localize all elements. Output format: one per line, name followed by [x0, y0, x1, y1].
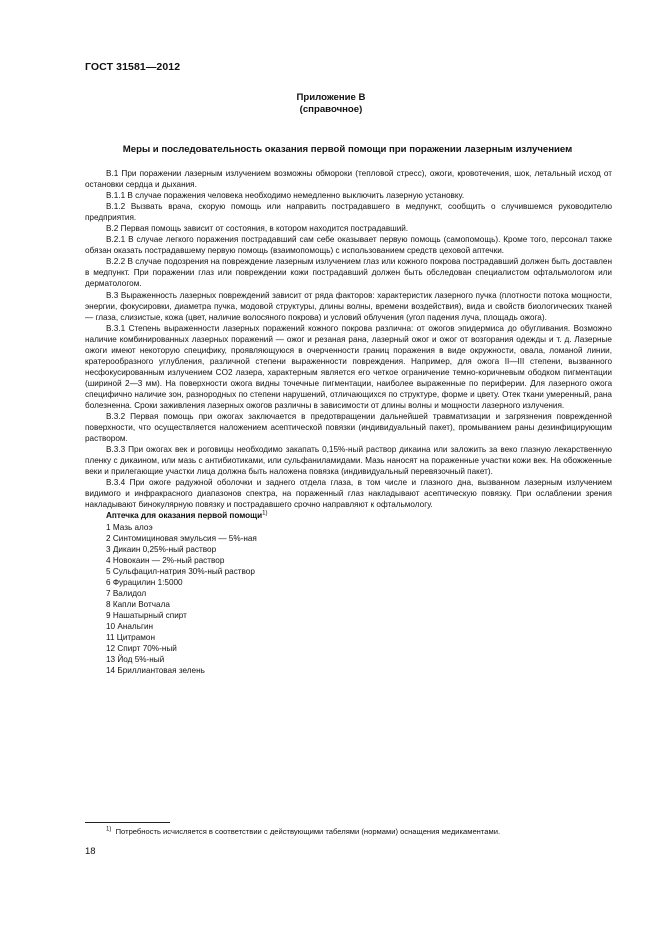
appendix-label: Приложение В	[296, 92, 366, 103]
list-item: 6 Фурацилин 1:5000	[106, 577, 183, 587]
kit-title	[85, 510, 612, 521]
appendix-heading	[85, 92, 577, 116]
paragraph: В.2 Первая помощь зависит от состояния, в котором находится пострадавший.	[106, 224, 409, 234]
list-item: 1 Мазь алоэ	[106, 522, 153, 532]
kit-title-text: Аптечка для оказания первой помощи	[106, 511, 263, 521]
paragraph: В.3.1 Степень выраженности лазерных поражений кожного покрова различна: от ожогов эпидермиса до обугливания. Возможно наличие комбинированных лазерных поражений — ожог и резаная рана, лазерный ожог и ожог от возгорания одежды и т. д. Лазерные ожоги имеют некоторую специфику, проявляющуюся в очерченности границ поражения в виде окружности, овала, ломаной линии, кратерообразного углубления, различной степени выраженности повреждения. Например, для ожога II—III степени, вызванного несфокусированным излучением CO2 лазера, характерным является его четкое ограничение темно-коричневым ободком пигментации (шириной 2—3 мм). На поверхности ожога видны точечные пигментации, наиболее выраженные по периферии. Для лазерного ожога специфично наличие зон, разнородных по степени нарушений, отличающихся по структуре, форме и цвету. Отек ткани умеренный, рана болезненна. Сроки заживления лазерных ожогов различны в зависимости от длины волны и мощности лазерного излучения.	[85, 323, 612, 410]
list-item: 8 Капли Вотчала	[106, 599, 170, 609]
list-item: 9 Нашатырный спирт	[106, 610, 187, 620]
list-item: 4 Новокаин — 2%-ный раствор	[106, 555, 225, 565]
footnote-mark: 1)	[106, 826, 112, 833]
list-item: 13 Йод 5%-ный	[106, 655, 165, 665]
paragraph: В.3.3 При ожогах век и роговицы необходимо закапать 0,15%-ный раствор дикаина или заложить за веко глазную лекарственную пленку с дикаином, или мазь с антибиотиками, или сульфаниламидами. Мазь наносят на пораженные участки кожи век. На обожженные веки и прилегающие участки лица должна быть наложена повязка (индивидуальный перевязочный пакет).	[85, 445, 612, 477]
list-item: 3 Дикаин 0,25%-ный раствор	[106, 544, 217, 554]
list-item: 7 Валидол	[106, 588, 147, 598]
footnote-ref: 1)	[262, 510, 268, 517]
list-item: 14 Бриллиантовая зелень	[106, 666, 205, 676]
body-text	[85, 168, 612, 676]
standard-header: ГОСТ 31581—2012	[85, 61, 181, 73]
page-number: 18	[85, 846, 96, 857]
appendix-status: (справочное)	[299, 104, 363, 115]
list-item: 5 Сульфацил-натрия 30%-ный раствор	[106, 566, 255, 576]
paragraph: В.3.2 Первая помощь при ожогах заключается в предотвращении дальнейшей травматизации и загрязнения поврежденной поверхности, что осуществляется наложением асептической повязки (индивидуальный пакет), промыванием раны дезинфицирующим раствором.	[85, 412, 612, 444]
list-item: 10 Анальгин	[106, 621, 154, 631]
kit-list	[85, 522, 612, 677]
paragraph: В.2.1 В случае легкого поражения пострадавший сам себе оказывает первую помощь (самопомощь). Кроме того, персонал также обязан оказать пострадавшему первую помощь (взаимопомощь) с использованием средств цеховой аптечки.	[85, 235, 612, 256]
section-title: Меры и последовательность оказания первой помощи при поражении лазерным излучением	[122, 144, 573, 155]
list-item: 12 Спирт 70%-ный	[106, 644, 177, 654]
paragraph: В.3.4 При ожоге радужной оболочки и заднего отдела глаза, в том числе и глазного дна, вызванном лазерным излучением видимого и инфракрасного диапазонов спектра, на пораженный глаз накладывают асептическую повязку. При ослаблении зрения накладывают бинокулярную повязку и пострадавшего срочно направляют к офтальмологу.	[85, 478, 612, 510]
paragraph: В.1 При поражении лазерным излучением возможны обмороки (тепловой стресс), ожоги, кровотечения, шок, летальный исход от остановки сердца и дыхания.	[85, 169, 612, 190]
list-item: 11 Цитрамон	[106, 632, 155, 642]
list-item: 2 Синтомициновая эмульсия — 5%-ная	[106, 533, 257, 543]
footnote-text: Потребность исчисляется в соответствии с действующими табелями (нормами) оснащения медикаментами.	[115, 827, 501, 836]
paragraph: В.1.2 Вызвать врача, скорую помощь или направить пострадавшего в медпункт, сообщить о случившемся руководителю предприятия.	[85, 202, 612, 223]
footnote-divider	[85, 822, 170, 823]
paragraph: В.3 Выраженность лазерных повреждений зависит от ряда факторов: характеристик лазерного пучка (плотности потока мощности, энергии, фокусировки, диаметра пучка, модовой структуры, длины волны, времени воздействия), вида и свойств биологических тканей — глаза, слизистые, кожа (цвет, наличие волосяного покрова) и условий облучения (угол падения луча, площадь ожога).	[85, 290, 612, 322]
paragraph: В.2.2 В случае подозрения на повреждение лазерным излучением глаз или кожного покрова пострадавший должен быть доставлен в медпункт. При поражении глаз или повреждении кожи пострадавший должен быть обследован специалистом офтальмологом или дерматологом.	[85, 257, 612, 289]
paragraph: В.1.1 В случае поражения человека необходимо немедленно выключить лазерную установку.	[106, 191, 465, 201]
footnote	[106, 827, 500, 836]
